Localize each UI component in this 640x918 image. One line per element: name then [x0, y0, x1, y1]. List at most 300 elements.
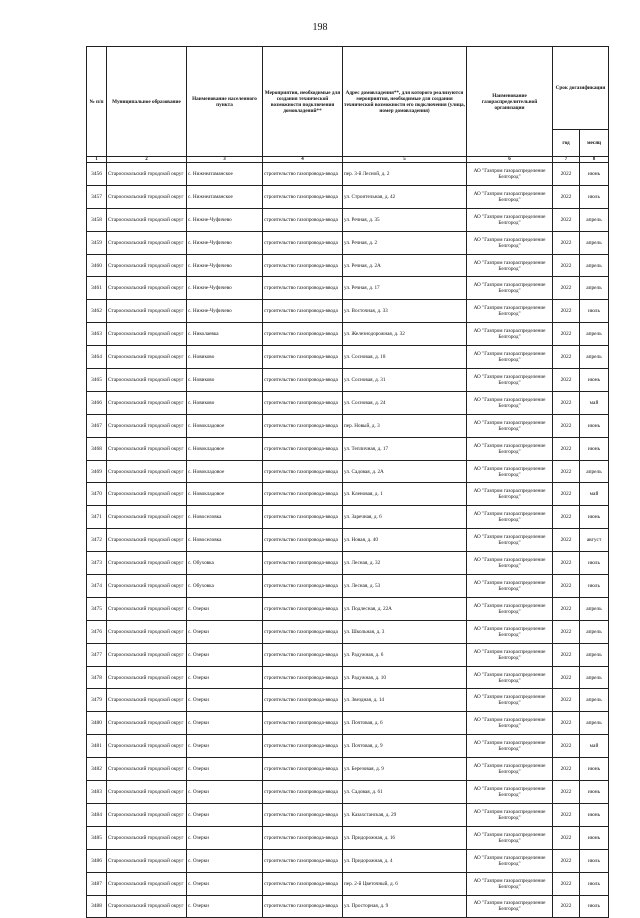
address-cell: ул. Восточная, д. 33 — [343, 300, 467, 323]
table-row — [87, 552, 609, 575]
row-number: 3474 — [87, 575, 107, 598]
row-number: 3473 — [87, 552, 107, 575]
index-cell: 2 — [107, 157, 187, 163]
year-cell: 2022 — [553, 163, 580, 186]
settlement-cell: с. Озерки — [187, 849, 263, 872]
address-cell: ул. Речная, д. 2А — [343, 254, 467, 277]
municipality-cell: Старооскольский городской округ — [107, 506, 187, 529]
table-row — [87, 254, 609, 277]
address-cell: ул. Березовая, д. 9 — [343, 758, 467, 781]
municipality-cell: Старооскольский городской округ — [107, 735, 187, 758]
row-number: 3488 — [87, 895, 107, 918]
table-row — [87, 208, 609, 231]
activity-cell: строительство газопровода-ввода — [263, 231, 343, 254]
year-cell: 2022 — [553, 185, 580, 208]
year-cell: 2022 — [553, 826, 580, 849]
year-cell: 2022 — [553, 712, 580, 735]
address-cell: ул. Почтовая, д. 9 — [343, 735, 467, 758]
municipality-cell: Старооскольский городской округ — [107, 643, 187, 666]
table-row — [87, 735, 609, 758]
table-row — [87, 666, 609, 689]
settlement-cell: с. Озерки — [187, 597, 263, 620]
month-cell: июнь — [580, 506, 609, 529]
activity-cell: строительство газопровода-ввода — [263, 826, 343, 849]
organization-cell: АО "Газпром газораспределение Белгород" — [467, 391, 553, 414]
address-cell: ул. Лесная, д. 53 — [343, 575, 467, 598]
month-cell: апрель — [580, 597, 609, 620]
organization-cell: АО "Газпром газораспределение Белгород" — [467, 872, 553, 895]
month-cell: июль — [580, 575, 609, 598]
organization-cell: АО "Газпром газораспределение Белгород" — [467, 597, 553, 620]
month-cell: апрель — [580, 346, 609, 369]
year-cell: 2022 — [553, 849, 580, 872]
municipality-cell: Старооскольский городской округ — [107, 597, 187, 620]
activity-cell: строительство газопровода-ввода — [263, 369, 343, 392]
month-cell: май — [580, 483, 609, 506]
month-cell: май — [580, 391, 609, 414]
row-number: 3480 — [87, 712, 107, 735]
table-row — [87, 575, 609, 598]
year-cell: 2022 — [553, 735, 580, 758]
table-row — [87, 163, 609, 186]
address-cell: ул. Железнодорожная, д. 32 — [343, 323, 467, 346]
table-row — [87, 872, 609, 895]
activity-cell: строительство газопровода-ввода — [263, 323, 343, 346]
activity-cell: строительство газопровода-ввода — [263, 872, 343, 895]
table-row — [87, 185, 609, 208]
activity-cell: строительство газопровода-ввода — [263, 575, 343, 598]
table-row — [87, 231, 609, 254]
settlement-cell: с. Озерки — [187, 735, 263, 758]
municipality-cell: Старооскольский городской округ — [107, 758, 187, 781]
municipality-cell: Старооскольский городской округ — [107, 346, 187, 369]
address-cell: пер. 3-й Лесной, д. 2 — [343, 163, 467, 186]
activity-cell: строительство газопровода-ввода — [263, 185, 343, 208]
activity-cell: строительство газопровода-ввода — [263, 758, 343, 781]
index-cell: 8 — [580, 157, 609, 163]
row-number: 3484 — [87, 803, 107, 826]
year-cell: 2022 — [553, 323, 580, 346]
organization-cell: АО "Газпром газораспределение Белгород" — [467, 277, 553, 300]
row-number: 3458 — [87, 208, 107, 231]
organization-cell: АО "Газпром газораспределение Белгород" — [467, 437, 553, 460]
organization-cell: АО "Газпром газораспределение Белгород" — [467, 666, 553, 689]
row-number: 3476 — [87, 620, 107, 643]
organization-cell: АО "Газпром газораспределение Белгород" — [467, 369, 553, 392]
municipality-cell: Старооскольский городской округ — [107, 826, 187, 849]
table-row — [87, 277, 609, 300]
month-cell: июль — [580, 300, 609, 323]
address-cell: ул. Строительная, д. 42 — [343, 185, 467, 208]
row-number: 3465 — [87, 369, 107, 392]
organization-cell: АО "Газпром газораспределение Белгород" — [467, 506, 553, 529]
year-cell: 2022 — [553, 208, 580, 231]
municipality-cell: Старооскольский городской округ — [107, 254, 187, 277]
address-cell: ул. Тепличная, д. 17 — [343, 437, 467, 460]
activity-cell: строительство газопровода-ввода — [263, 620, 343, 643]
year-cell: 2022 — [553, 460, 580, 483]
settlement-cell: с. Новокладовое — [187, 460, 263, 483]
year-cell: 2022 — [553, 437, 580, 460]
activity-cell: строительство газопровода-ввода — [263, 277, 343, 300]
address-cell: ул. Новая, д. 40 — [343, 529, 467, 552]
municipality-cell: Старооскольский городской округ — [107, 781, 187, 804]
row-number: 3459 — [87, 231, 107, 254]
settlement-cell: с. Новокладовое — [187, 483, 263, 506]
table-row — [87, 437, 609, 460]
month-cell: апрель — [580, 277, 609, 300]
table-row — [87, 391, 609, 414]
organization-cell: АО "Газпром газораспределение Белгород" — [467, 849, 553, 872]
municipality-cell: Старооскольский городской округ — [107, 689, 187, 712]
address-cell: ул. Сосновая, д. 24 — [343, 391, 467, 414]
row-number: 3463 — [87, 323, 107, 346]
table-row — [87, 712, 609, 735]
settlement-cell: с. Нижнеатаманское — [187, 163, 263, 186]
settlement-cell: с. Нижнеатаманское — [187, 185, 263, 208]
address-cell: ул. Лесная, д. 32 — [343, 552, 467, 575]
index-cell: 1 — [87, 157, 107, 163]
header-year: год — [553, 130, 580, 157]
settlement-cell: с. Новокладовое — [187, 437, 263, 460]
row-number: 3477 — [87, 643, 107, 666]
row-number: 3470 — [87, 483, 107, 506]
header-month: месяц — [580, 130, 609, 157]
row-number: 3475 — [87, 597, 107, 620]
settlement-cell: с. Озерки — [187, 826, 263, 849]
table-row — [87, 781, 609, 804]
row-number: 3487 — [87, 872, 107, 895]
index-cell: 5 — [343, 157, 467, 163]
month-cell: июнь — [580, 414, 609, 437]
month-cell: апрель — [580, 231, 609, 254]
address-cell: ул. Речная, д. 2 — [343, 231, 467, 254]
year-cell: 2022 — [553, 575, 580, 598]
address-cell: ул. Речная, д. 35 — [343, 208, 467, 231]
organization-cell: АО "Газпром газораспределение Белгород" — [467, 735, 553, 758]
organization-cell: АО "Газпром газораспределение Белгород" — [467, 231, 553, 254]
table-row — [87, 620, 609, 643]
header-organization: Наименование газораспределительной организации — [467, 47, 553, 157]
municipality-cell: Старооскольский городской округ — [107, 575, 187, 598]
year-cell: 2022 — [553, 643, 580, 666]
year-cell: 2022 — [553, 277, 580, 300]
activity-cell: строительство газопровода-ввода — [263, 529, 343, 552]
month-cell: апрель — [580, 666, 609, 689]
month-cell: апрель — [580, 460, 609, 483]
activity-cell: строительство газопровода-ввода — [263, 781, 343, 804]
row-number: 3456 — [87, 163, 107, 186]
municipality-cell: Старооскольский городской округ — [107, 460, 187, 483]
address-cell: ул. Почтовая, д. 6 — [343, 712, 467, 735]
month-cell: июнь — [580, 437, 609, 460]
municipality-cell: Старооскольский городской округ — [107, 895, 187, 918]
month-cell: июнь — [580, 781, 609, 804]
row-number: 3479 — [87, 689, 107, 712]
municipality-cell: Старооскольский городской округ — [107, 414, 187, 437]
row-number: 3467 — [87, 414, 107, 437]
row-number: 3466 — [87, 391, 107, 414]
municipality-cell: Старооскольский городской округ — [107, 666, 187, 689]
row-number: 3483 — [87, 781, 107, 804]
month-cell: июнь — [580, 163, 609, 186]
organization-cell: АО "Газпром газораспределение Белгород" — [467, 781, 553, 804]
activity-cell: строительство газопровода-ввода — [263, 483, 343, 506]
address-cell: пер. 2-й Цветочный, д. 6 — [343, 872, 467, 895]
address-cell: ул. Сосновая, д. 18 — [343, 346, 467, 369]
organization-cell: АО "Газпром газораспределение Белгород" — [467, 643, 553, 666]
year-cell: 2022 — [553, 483, 580, 506]
table-row — [87, 643, 609, 666]
municipality-cell: Старооскольский городской округ — [107, 437, 187, 460]
activity-cell: строительство газопровода-ввода — [263, 460, 343, 483]
municipality-cell: Старооскольский городской округ — [107, 163, 187, 186]
table-row — [87, 483, 609, 506]
table-row — [87, 895, 609, 918]
row-number: 3461 — [87, 277, 107, 300]
address-cell: ул. Речная, д. 17 — [343, 277, 467, 300]
activity-cell: строительство газопровода-ввода — [263, 552, 343, 575]
row-number: 3468 — [87, 437, 107, 460]
header-term: Срок догазификации — [553, 47, 609, 130]
month-cell: апрель — [580, 208, 609, 231]
year-cell: 2022 — [553, 414, 580, 437]
table-body — [87, 163, 609, 918]
municipality-cell: Старооскольский городской округ — [107, 277, 187, 300]
organization-cell: АО "Газпром газораспределение Белгород" — [467, 483, 553, 506]
month-cell: июнь — [580, 803, 609, 826]
address-cell: ул. Звездная, д. 14 — [343, 689, 467, 712]
settlement-cell: с. Николаевка — [187, 323, 263, 346]
settlement-cell: с. Озерки — [187, 712, 263, 735]
activity-cell: строительство газопровода-ввода — [263, 391, 343, 414]
settlement-cell: с. Нижне-Чуфичево — [187, 208, 263, 231]
municipality-cell: Старооскольский городской округ — [107, 483, 187, 506]
organization-cell: АО "Газпром газораспределение Белгород" — [467, 300, 553, 323]
month-cell: апрель — [580, 254, 609, 277]
activity-cell: строительство газопровода-ввода — [263, 849, 343, 872]
row-number: 3471 — [87, 506, 107, 529]
organization-cell: АО "Газпром газораспределение Белгород" — [467, 346, 553, 369]
year-cell: 2022 — [553, 758, 580, 781]
organization-cell: АО "Газпром газораспределение Белгород" — [467, 323, 553, 346]
settlement-cell: с. Нижне-Чуфичево — [187, 300, 263, 323]
address-cell: ул. Радужная, д. 10 — [343, 666, 467, 689]
header-settlement: Наименование населенного пункта — [187, 47, 263, 157]
activity-cell: строительство газопровода-ввода — [263, 689, 343, 712]
header-municipality: Муниципальное образование — [107, 47, 187, 157]
address-cell: ул. Садовая, д. 61 — [343, 781, 467, 804]
row-number: 3482 — [87, 758, 107, 781]
address-cell: ул. Подлесная, д. 22А — [343, 597, 467, 620]
month-cell: июнь — [580, 369, 609, 392]
index-cell: 7 — [553, 157, 580, 163]
year-cell: 2022 — [553, 552, 580, 575]
organization-cell: АО "Газпром газораспределение Белгород" — [467, 689, 553, 712]
table-row — [87, 689, 609, 712]
settlement-cell: с. Озерки — [187, 666, 263, 689]
month-cell: май — [580, 735, 609, 758]
table-row — [87, 300, 609, 323]
activity-cell: строительство газопровода-ввода — [263, 712, 343, 735]
municipality-cell: Старооскольский городской округ — [107, 849, 187, 872]
month-cell: июнь — [580, 826, 609, 849]
organization-cell: АО "Газпром газораспределение Белгород" — [467, 895, 553, 918]
organization-cell: АО "Газпром газораспределение Белгород" — [467, 575, 553, 598]
address-cell: ул. Просторная, д. 9 — [343, 895, 467, 918]
year-cell: 2022 — [553, 529, 580, 552]
month-cell: июль — [580, 849, 609, 872]
organization-cell: АО "Газпром газораспределение Белгород" — [467, 163, 553, 186]
month-cell: апрель — [580, 643, 609, 666]
settlement-cell: с. Новоселовка — [187, 506, 263, 529]
month-cell: август — [580, 529, 609, 552]
month-cell: июнь — [580, 758, 609, 781]
settlement-cell: с. Озерки — [187, 689, 263, 712]
table-row — [87, 323, 609, 346]
row-number: 3460 — [87, 254, 107, 277]
organization-cell: АО "Газпром газораспределение Белгород" — [467, 254, 553, 277]
settlement-cell: с. Озерки — [187, 781, 263, 804]
municipality-cell: Старооскольский городской округ — [107, 712, 187, 735]
activity-cell: строительство газопровода-ввода — [263, 803, 343, 826]
settlement-cell: с. Обуховка — [187, 575, 263, 598]
table-row — [87, 346, 609, 369]
activity-cell: строительство газопровода-ввода — [263, 208, 343, 231]
municipality-cell: Старооскольский городской округ — [107, 185, 187, 208]
municipality-cell: Старооскольский городской округ — [107, 620, 187, 643]
municipality-cell: Старооскольский городской округ — [107, 369, 187, 392]
municipality-cell: Старооскольский городской округ — [107, 208, 187, 231]
organization-cell: АО "Газпром газораспределение Белгород" — [467, 552, 553, 575]
settlement-cell: с. Новиково — [187, 346, 263, 369]
table-row — [87, 849, 609, 872]
settlement-cell: с. Нижне-Чуфичево — [187, 231, 263, 254]
address-cell: пер. Новый, д. 3 — [343, 414, 467, 437]
row-number: 3469 — [87, 460, 107, 483]
settlement-cell: с. Обуховка — [187, 552, 263, 575]
organization-cell: АО "Газпром газораспределение Белгород" — [467, 414, 553, 437]
settlement-cell: с. Озерки — [187, 872, 263, 895]
organization-cell: АО "Газпром газораспределение Белгород" — [467, 208, 553, 231]
organization-cell: АО "Газпром газораспределение Белгород" — [467, 826, 553, 849]
row-number: 3457 — [87, 185, 107, 208]
year-cell: 2022 — [553, 231, 580, 254]
address-cell: ул. Сосновая, д. 31 — [343, 369, 467, 392]
organization-cell: АО "Газпром газораспределение Белгород" — [467, 712, 553, 735]
settlement-cell: с. Озерки — [187, 620, 263, 643]
row-number: 3486 — [87, 849, 107, 872]
row-number: 3485 — [87, 826, 107, 849]
activity-cell: строительство газопровода-ввода — [263, 643, 343, 666]
month-cell: апрель — [580, 323, 609, 346]
month-cell: апрель — [580, 712, 609, 735]
table-row — [87, 803, 609, 826]
table-row — [87, 597, 609, 620]
organization-cell: АО "Газпром газораспределение Белгород" — [467, 460, 553, 483]
address-cell: ул. Садовая, д. 2А — [343, 460, 467, 483]
header-address: Адрес домовладения**, для которого реализуются мероприятия, необходимые для создания технической возможности его подключения (улица, номер домовладения) — [343, 47, 467, 157]
organization-cell: АО "Газпром газораспределение Белгород" — [467, 620, 553, 643]
year-cell: 2022 — [553, 597, 580, 620]
municipality-cell: Старооскольский городской округ — [107, 529, 187, 552]
settlement-cell: с. Новиково — [187, 391, 263, 414]
municipality-cell: Старооскольский городской округ — [107, 803, 187, 826]
month-cell: июль — [580, 552, 609, 575]
settlement-cell: с. Новоселовка — [187, 529, 263, 552]
table-row — [87, 758, 609, 781]
activity-cell: строительство газопровода-ввода — [263, 506, 343, 529]
municipality-cell: Старооскольский городской округ — [107, 872, 187, 895]
header-num: № п/п — [87, 47, 107, 157]
year-cell: 2022 — [553, 872, 580, 895]
activity-cell: строительство газопровода-ввода — [263, 254, 343, 277]
municipality-cell: Старооскольский городской округ — [107, 391, 187, 414]
activity-cell: строительство газопровода-ввода — [263, 666, 343, 689]
header-activity: Мероприятия, необходимые для создания технической возможности подключения домовладений** — [263, 47, 343, 157]
table-row — [87, 414, 609, 437]
address-cell: ул. Школьная, д. 3 — [343, 620, 467, 643]
row-number: 3462 — [87, 300, 107, 323]
row-number: 3478 — [87, 666, 107, 689]
year-cell: 2022 — [553, 369, 580, 392]
month-cell: июль — [580, 872, 609, 895]
municipality-cell: Старооскольский городской округ — [107, 323, 187, 346]
page-number: 198 — [312, 22, 328, 33]
activity-cell: строительство газопровода-ввода — [263, 895, 343, 918]
year-cell: 2022 — [553, 666, 580, 689]
gasification-table — [86, 46, 609, 918]
year-cell: 2022 — [553, 300, 580, 323]
organization-cell: АО "Газпром газораспределение Белгород" — [467, 758, 553, 781]
year-cell: 2022 — [553, 506, 580, 529]
settlement-cell: с. Озерки — [187, 803, 263, 826]
month-cell: июль — [580, 895, 609, 918]
settlement-cell: с. Озерки — [187, 643, 263, 666]
month-cell: апрель — [580, 620, 609, 643]
address-cell: ул. Придорожная, д. 4 — [343, 849, 467, 872]
organization-cell: АО "Газпром газораспределение Белгород" — [467, 529, 553, 552]
settlement-cell: с. Нижне-Чуфичево — [187, 277, 263, 300]
row-number: 3464 — [87, 346, 107, 369]
row-number: 3481 — [87, 735, 107, 758]
address-cell: ул. Придорожная, д. 16 — [343, 826, 467, 849]
table-row — [87, 369, 609, 392]
table-row — [87, 506, 609, 529]
organization-cell: АО "Газпром газораспределение Белгород" — [467, 185, 553, 208]
year-cell: 2022 — [553, 895, 580, 918]
settlement-cell: с. Озерки — [187, 758, 263, 781]
address-cell: ул. Радужная, д. 6 — [343, 643, 467, 666]
settlement-cell: с. Новиково — [187, 369, 263, 392]
activity-cell: строительство газопровода-ввода — [263, 163, 343, 186]
year-cell: 2022 — [553, 781, 580, 804]
year-cell: 2022 — [553, 689, 580, 712]
table-row — [87, 529, 609, 552]
year-cell: 2022 — [553, 620, 580, 643]
activity-cell: строительство газопровода-ввода — [263, 300, 343, 323]
municipality-cell: Старооскольский городской округ — [107, 300, 187, 323]
settlement-cell: с. Озерки — [187, 895, 263, 918]
index-cell: 3 — [187, 157, 263, 163]
activity-cell: строительство газопровода-ввода — [263, 346, 343, 369]
municipality-cell: Старооскольский городской округ — [107, 231, 187, 254]
index-cell: 4 — [263, 157, 343, 163]
address-cell: ул. Заречная, д. 6 — [343, 506, 467, 529]
activity-cell: строительство газопровода-ввода — [263, 414, 343, 437]
year-cell: 2022 — [553, 346, 580, 369]
row-number: 3472 — [87, 529, 107, 552]
